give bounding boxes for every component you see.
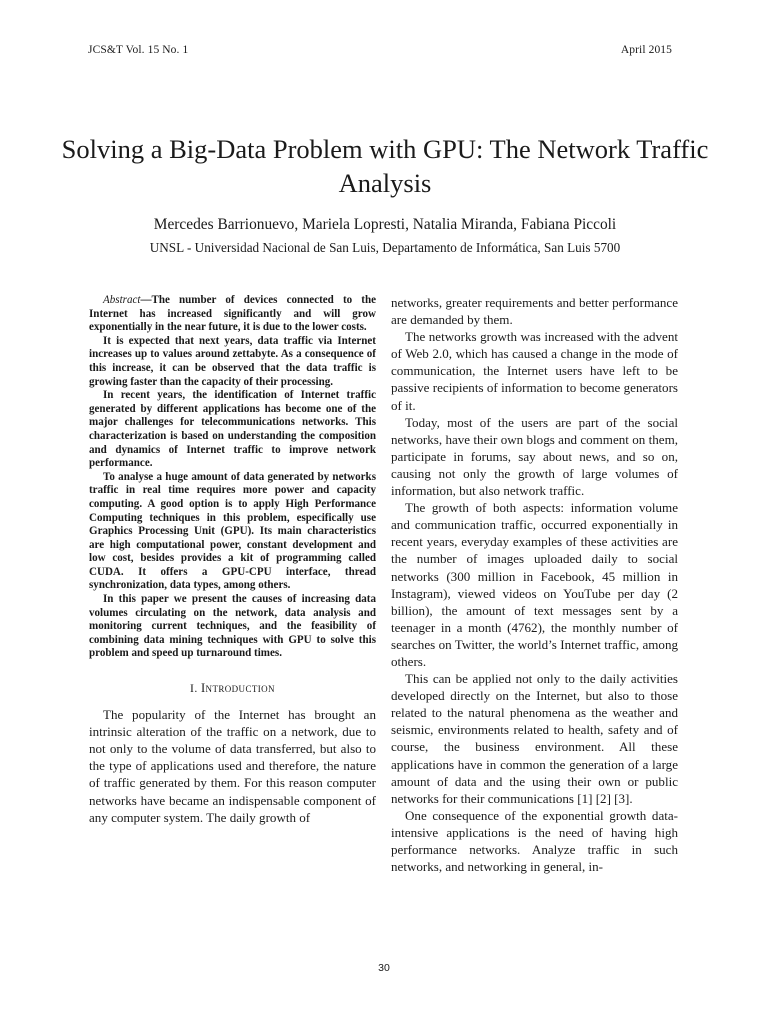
- left-column: [89, 294, 376, 826]
- abstract-paragraph: To analyse a huge amount of data generated by networks traffic in real time requires more power and capacity computing. A good option is to apply High Performance Computing techniques in this problem, especifically use Graphics Processing Unit (GPU). Its main characteristics are high computational power, constant development and low cost, besides provides a kit of programming called CUDA. It offers a GPU-CPU interface, thread synchronization, data types, among others.: [89, 470, 376, 592]
- date-running-head: April 2015: [620, 44, 672, 56]
- page-number: 30: [378, 962, 390, 974]
- abstract-paragraph: In this paper we present the causes of increasing data volumes circulating on the network, data analysis and monitoring current techniques, and the feasibility of combining data mining techniques with GPU to solve this problem and speed up turnaround times.: [89, 593, 376, 660]
- body-paragraph: The popularity of the Internet has brought an intrinsic alteration of the traffic on a network, due to not only to the volume of data transferred, but also to the type of applications used and therefore, the nature of traffic generated by them. For this reason computer networks have became an indispensable component of any computer system. The daily growth of: [89, 707, 376, 825]
- body-paragraph: Today, most of the users are part of the social networks, have their own blogs and comment on them, participate in forums, say about news, and so on, causing not only the growth of large volumes of information, but also network traffic.: [391, 414, 678, 499]
- body-paragraph: This can be applied not only to the daily activities developed directly on the Internet, but also to those related to the natural phenomena as the weather and seismic, environments related to health, safety and of course, the business environment. All these applications have in common the generation of a large amount of data and the using their own or public networks for their communications [1] [2] [3].: [391, 671, 678, 806]
- body-paragraph: The growth of both aspects: information volume and communication traffic, occurred exponentially in recent years, everyday examples of these activities are the number of images uploaded daily to social networks (300 million in Facebook, 45 million in Instagram), viewed videos on YouTube per day (2 billion), the amount of text messages sent by a teenager in a month (4762), the monthly number of searches on Twitter, the world’s Internet traffic, among others.: [391, 500, 678, 669]
- abstract-label: Abstract: [103, 294, 141, 306]
- body-paragraph: One consequence of the exponential growth data-intensive applications is the need of having high performance networks. Analyze traffic in such networks, and networking in general, in-: [391, 807, 678, 875]
- abstract-paragraph: It is expected that next years, data traffic via Internet increases up to values around zettabyte. As a consequence of this increase, it can be observed that the data traffic is growing faster than the capacity of their processing.: [89, 334, 376, 388]
- body-paragraph: networks, greater requirements and better performance are demanded by them.: [391, 295, 678, 328]
- abstract: [89, 294, 376, 661]
- section-heading-introduction: [89, 681, 376, 696]
- affiliation: UNSL - Universidad Nacional de San Luis, Departamento de Informática, San Luis 5700: [149, 240, 621, 255]
- abstract-paragraph-text: The number of devices connected to the Internet has increased significantly and will grow exponentially in the near future, it is due to the lower costs.: [89, 294, 376, 334]
- journal-running-head: JCS&T Vol. 15 No. 1: [88, 44, 189, 56]
- right-column: [391, 294, 678, 875]
- paper-title: Solving a Big-Data Problem with GPU: The Network Traffic Analysis: [61, 134, 709, 198]
- body-paragraph: The networks growth was increased with the advent of Web 2.0, which has caused a change in the mode of communication, the Internet users have left to be passive recipients of information to become generators of it.: [391, 329, 678, 413]
- section-title: Introduction: [200, 681, 275, 696]
- abstract-paragraph: In recent years, the identification of Internet traffic generated by different applications has become one of the major challenges for telecommunications networks. This characterization is based on understanding the composition and dynamics of Internet traffic to improve network performance.: [89, 389, 376, 470]
- author-list: Mercedes Barrionuevo, Mariela Lopresti, Natalia Miranda, Fabiana Piccoli: [153, 216, 617, 233]
- abstract-separator: —: [140, 294, 152, 306]
- section-number: I.: [190, 682, 198, 696]
- introduction-body-left: [89, 706, 376, 826]
- abstract-paragraph: [89, 294, 376, 335]
